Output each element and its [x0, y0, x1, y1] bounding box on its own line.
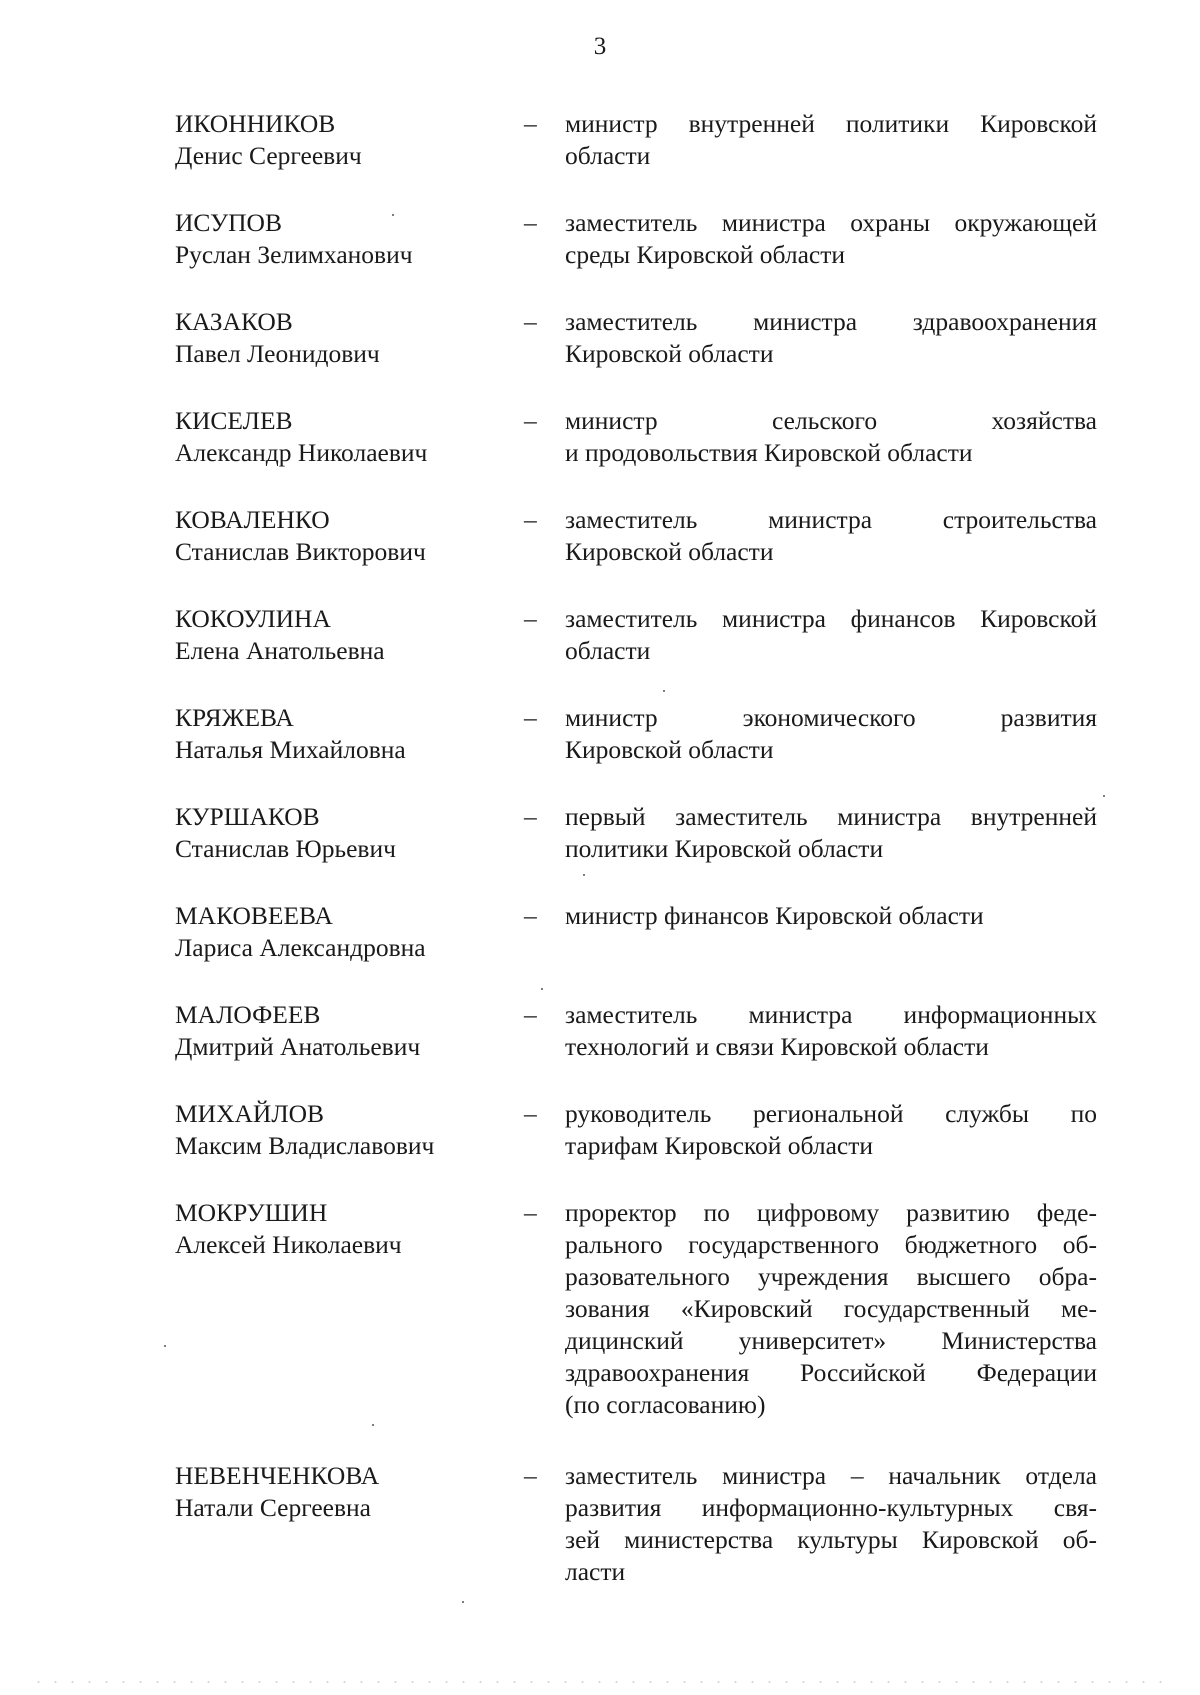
scan-speck — [663, 690, 665, 692]
position-line: заместитель министра финансов Кировской — [565, 604, 1097, 633]
position-line: области — [565, 141, 651, 170]
member-name — [175, 405, 505, 469]
member-position — [565, 702, 1097, 766]
scan-speck — [372, 1424, 374, 1426]
member-surname: КУРШАКОВ — [175, 802, 320, 831]
member-position — [565, 801, 1097, 865]
member-given-names: Максим Владиславович — [175, 1131, 435, 1160]
member-surname: МИХАЙЛОВ — [175, 1099, 325, 1128]
position-line: области — [565, 636, 651, 665]
member-name — [175, 702, 505, 766]
position-line: зования «Кировский государственный ме- — [565, 1294, 1097, 1323]
member-name — [175, 801, 505, 865]
member-given-names: Наталья Михайловна — [175, 735, 406, 764]
position-line: среды Кировской области — [565, 240, 846, 269]
position-line: разовательного учреждения высшего обра- — [565, 1262, 1097, 1291]
member-surname: НЕВЕНЧЕНКОВА — [175, 1461, 380, 1490]
separator-dash: – — [524, 802, 537, 831]
position-line: ласти — [565, 1557, 626, 1586]
position-line: Кировской области — [565, 735, 774, 764]
position-line: министр внутренней политики Кировской — [565, 109, 1097, 138]
position-line: Кировской области — [565, 537, 774, 566]
page-number: 3 — [593, 33, 607, 60]
member-position — [565, 1460, 1097, 1588]
member-position — [565, 1098, 1097, 1162]
member-surname: КРЯЖЕВА — [175, 703, 294, 732]
member-surname: МАЛОФЕЕВ — [175, 1000, 321, 1029]
separator-dash: – — [524, 1000, 537, 1029]
member-surname: МАКОВЕЕВА — [175, 901, 333, 930]
position-line: Кировской области — [565, 339, 774, 368]
member-given-names: Лариса Александровна — [175, 933, 426, 962]
member-name — [175, 1098, 505, 1162]
member-surname: ИКОННИКОВ — [175, 109, 336, 138]
member-name — [175, 1197, 505, 1261]
position-line: заместитель министра строительства — [565, 505, 1097, 534]
member-surname: КАЗАКОВ — [175, 307, 293, 336]
separator-dash: – — [524, 901, 537, 930]
member-name — [175, 207, 505, 271]
position-line: развития информационно-культурных свя- — [565, 1493, 1097, 1522]
position-line: рального государственного бюджетного об- — [565, 1230, 1097, 1259]
position-line: министр экономического развития — [565, 703, 1097, 732]
separator-dash: – — [524, 505, 537, 534]
member-given-names: Дмитрий Анатольевич — [175, 1032, 421, 1061]
position-line: первый заместитель министра внутренней — [565, 802, 1097, 831]
member-position — [565, 306, 1097, 370]
member-position — [565, 405, 1097, 469]
position-line: проректор по цифровому развитию феде- — [565, 1198, 1097, 1227]
member-position — [565, 603, 1097, 667]
scan-speck — [541, 988, 543, 990]
position-line: руководитель региональной службы по — [565, 1099, 1097, 1128]
position-line: политики Кировской области — [565, 834, 884, 863]
member-position — [565, 504, 1097, 568]
position-line: заместитель министра информационных — [565, 1000, 1097, 1029]
position-line: заместитель министра охраны окружающей — [565, 208, 1097, 237]
member-given-names: Алексей Николаевич — [175, 1230, 402, 1259]
position-line: здравоохранения Российской Федерации — [565, 1358, 1097, 1387]
separator-dash: – — [524, 703, 537, 732]
member-position — [565, 108, 1097, 172]
member-given-names: Александр Николаевич — [175, 438, 428, 467]
scan-speck — [1103, 795, 1105, 797]
scan-speck — [583, 874, 585, 876]
scan-edge-noise — [30, 1680, 1170, 1684]
member-given-names: Елена Анатольевна — [175, 636, 385, 665]
member-surname: МОКРУШИН — [175, 1198, 328, 1227]
member-surname: КИСЕЛЕВ — [175, 406, 293, 435]
member-position — [565, 999, 1097, 1063]
member-given-names: Денис Сергеевич — [175, 141, 362, 170]
member-name — [175, 504, 505, 568]
position-line: и продовольствия Кировской области — [565, 438, 973, 467]
position-line: технологий и связи Кировской области — [565, 1032, 989, 1061]
position-line: заместитель министра здравоохранения — [565, 307, 1097, 336]
member-surname: ИСУПОВ — [175, 208, 282, 237]
member-name — [175, 999, 505, 1063]
position-line: тарифам Кировской области — [565, 1131, 873, 1160]
position-line: дицинский университет» Министерства — [565, 1326, 1097, 1355]
position-line: министр финансов Кировской области — [565, 901, 984, 930]
scan-speck — [462, 1601, 464, 1603]
member-given-names: Станислав Юрьевич — [175, 834, 396, 863]
position-line: зей министерства культуры Кировской об- — [565, 1525, 1097, 1554]
member-name — [175, 306, 505, 370]
member-given-names: Натали Сергеевна — [175, 1493, 371, 1522]
member-surname: КОВАЛЕНКО — [175, 505, 330, 534]
position-line: министр сельского хозяйства — [565, 406, 1097, 435]
position-line: заместитель министра – начальник отдела — [565, 1461, 1097, 1490]
separator-dash: – — [524, 307, 537, 336]
member-given-names: Станислав Викторович — [175, 537, 426, 566]
separator-dash: – — [524, 109, 537, 138]
separator-dash: – — [524, 208, 537, 237]
separator-dash: – — [524, 1099, 537, 1128]
member-position — [565, 207, 1097, 271]
member-given-names: Павел Леонидович — [175, 339, 380, 368]
scan-speck — [164, 1345, 166, 1347]
member-name — [175, 603, 505, 667]
position-line: (по согласованию) — [565, 1390, 766, 1419]
member-position — [565, 900, 1097, 932]
member-position — [565, 1197, 1097, 1421]
member-name — [175, 900, 505, 964]
member-name — [175, 1460, 505, 1524]
separator-dash: – — [524, 406, 537, 435]
separator-dash: – — [524, 1198, 537, 1227]
member-surname: КОКОУЛИНА — [175, 604, 331, 633]
member-name — [175, 108, 505, 172]
member-given-names: Руслан Зелимханович — [175, 240, 413, 269]
separator-dash: – — [524, 604, 537, 633]
scan-speck — [392, 214, 394, 216]
separator-dash: – — [524, 1461, 537, 1490]
